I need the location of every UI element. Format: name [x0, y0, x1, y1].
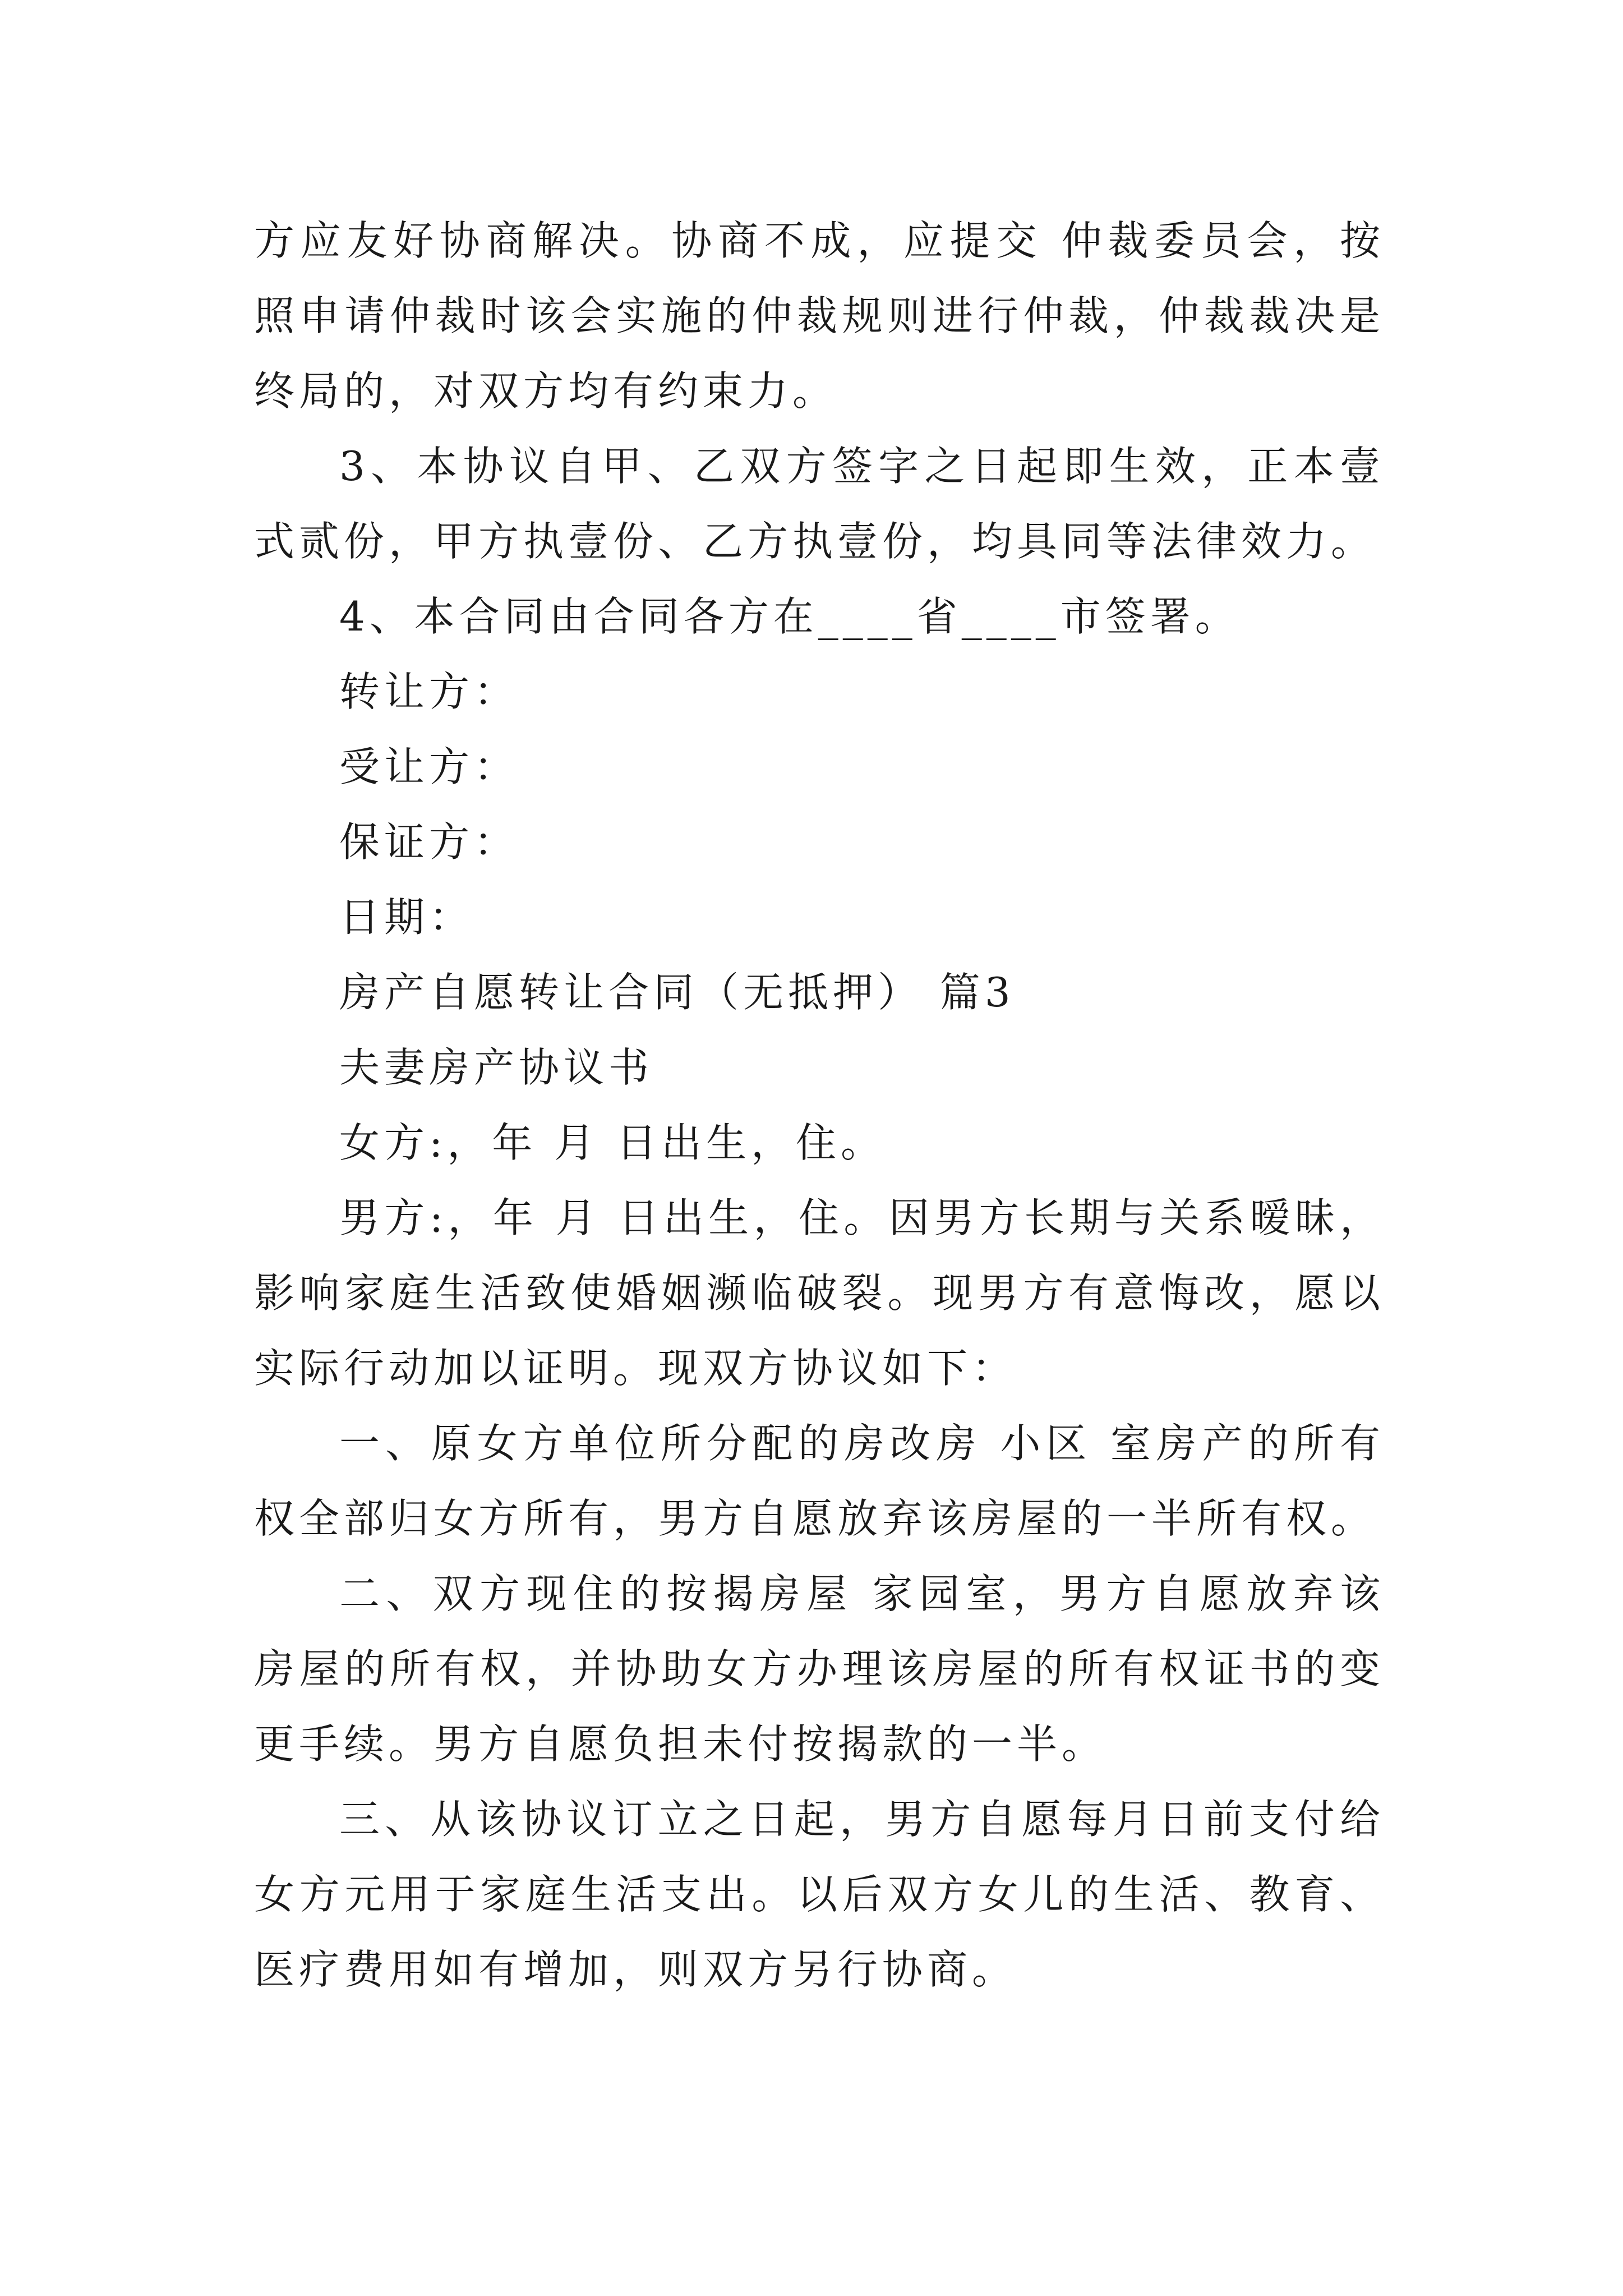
paragraph-wife-info: 女方:，年 月 日出生，住。: [339, 1119, 886, 1166]
paragraph-article-3: 三、从该协议订立之日起，男方自愿每月日前支付给女方元用于家庭生活支出。以后双方女儿的生活、教育、医疗费用如有增加，则双方另行协商。: [254, 1796, 1385, 1993]
signature-transferor: 转让方：: [339, 668, 519, 715]
section-heading: 房产自愿转让合同（无抵押） 篇3: [339, 969, 1015, 1016]
signature-guarantor: 保证方：: [339, 818, 519, 866]
agreement-title: 夫妻房产协议书: [339, 1044, 654, 1091]
paragraph-article-2: 二、双方现住的按揭房屋 家园室，男方自愿放弃该房屋的所有权，并协助女方办理该房屋的所有权证书的变更手续。男方自愿负担未付按揭款的一半。: [254, 1570, 1385, 1768]
document-body: [254, 203, 1385, 2007]
paragraph-article-1: 一、原女方单位所分配的房改房 小区 室房产的所有权全部归女方所有，男方自愿放弃该房屋的一半所有权。: [254, 1420, 1385, 1542]
paragraph-arbitration-continued: 方应友好协商解决。协商不成，应提交 仲裁委员会，按照申请仲裁时该会实施的仲裁规则进行仲裁，仲裁裁决是终局的，对双方均有约束力。: [254, 217, 1385, 415]
paragraph-husband-info: 男方:，年 月 日出生，住。因男方长期与关系暧昧，影响家庭生活致使婚姻濒临破裂。现男方有意悔改，愿以实际行动加以证明。现双方协议如下：: [254, 1194, 1385, 1392]
paragraph-clause-3: 3、本协议自甲、乙双方签字之日起即生效，正本壹式贰份，甲方执壹份、乙方执壹份，均具同等法律效力。: [254, 443, 1385, 565]
signature-date: 日期：: [339, 894, 474, 941]
paragraph-clause-4: 4、本合同由合同各方在____省____市签署。: [339, 593, 1240, 640]
signature-transferee: 受让方：: [339, 743, 519, 790]
